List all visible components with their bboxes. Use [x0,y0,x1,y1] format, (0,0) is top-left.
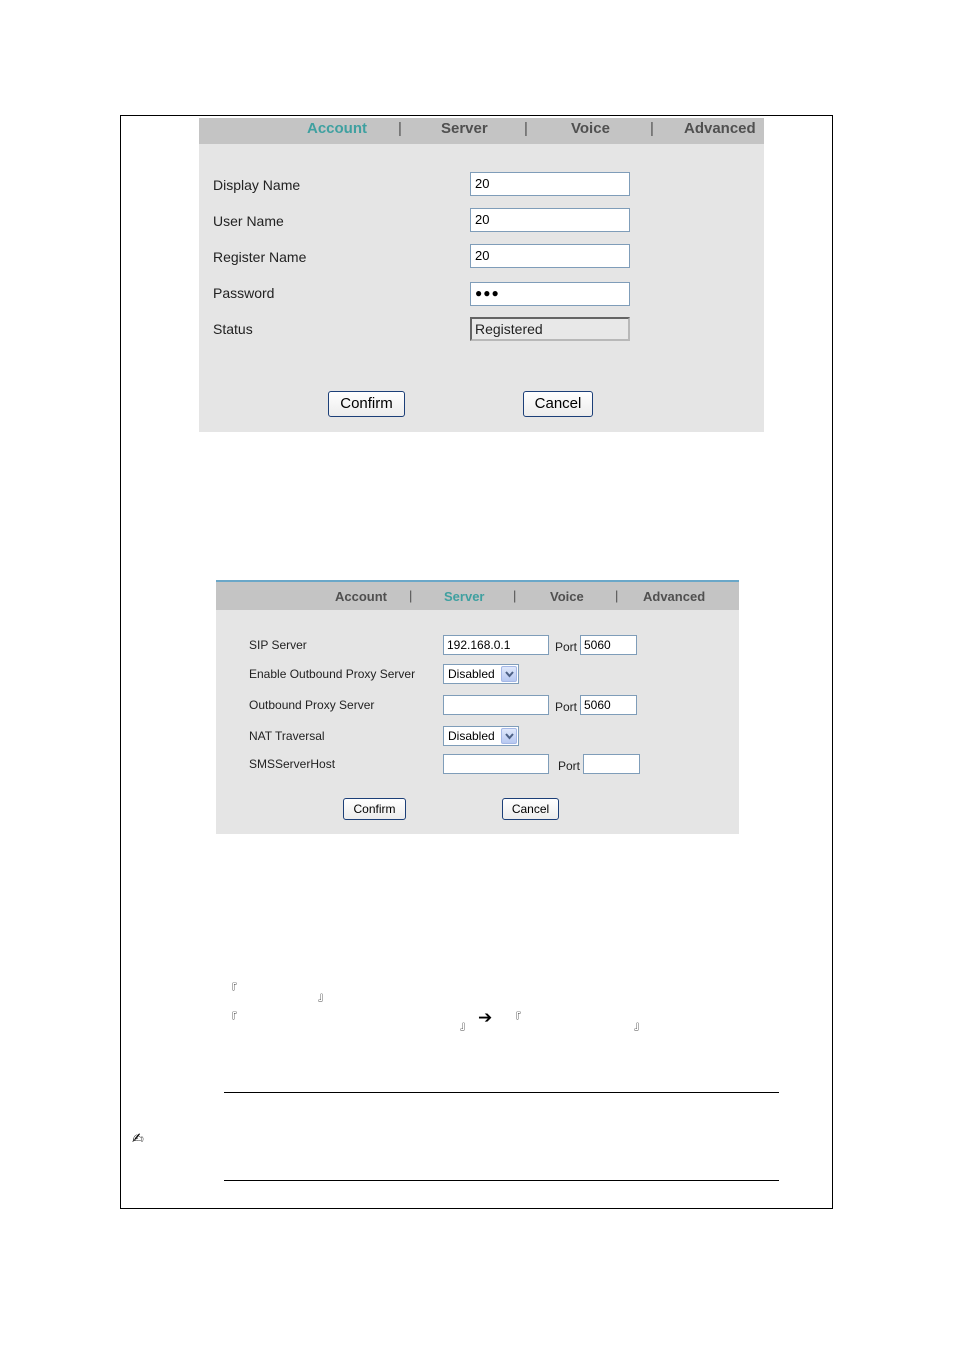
user-name-label: User Name [213,213,284,229]
display-name-label: Display Name [213,177,301,193]
tab-voice[interactable]: Voice [571,120,610,137]
select-value: Disabled [448,667,495,681]
sip-server-label: SIP Server [249,638,307,652]
status-label: Status [213,321,253,337]
tab-account[interactable]: Account [335,589,387,604]
cancel-button[interactable]: Cancel [523,391,593,417]
nat-traversal-select[interactable] [443,726,519,746]
open-quote-mark: 『 [226,1012,237,1024]
tab-server[interactable]: Server [444,589,485,604]
chevron-down-icon[interactable] [501,666,517,682]
right-arrow-icon: ➔ [478,1008,493,1027]
close-quote-mark: 』 [634,1020,645,1032]
port-label: Port [555,640,578,654]
password-label: Password [213,285,275,301]
tab-separator: | [524,120,528,137]
tab-account[interactable]: Account [307,120,367,137]
outbound-proxy-port-input[interactable]: 5060 [580,695,637,715]
sms-server-host-label: SMSServerHost [249,757,336,771]
note-pencil-icon: ✍ [132,1130,144,1146]
outbound-proxy-server-label: Outbound Proxy Server [249,698,375,712]
nat-traversal-label: NAT Traversal [249,729,325,743]
tab-advanced[interactable]: Advanced [643,589,706,604]
user-name-input[interactable]: 20 [470,208,630,232]
open-quote-mark: 『 [510,1012,521,1024]
sip-server-port-input[interactable]: 5060 [580,635,637,655]
enable-outbound-proxy-label: Enable Outbound Proxy Server [249,667,416,681]
tab-bar [199,118,764,144]
status-field: Registered [470,317,630,341]
tab-server[interactable]: Server [441,120,488,137]
note-divider-bottom [224,1180,779,1181]
port-label: Port [558,759,581,773]
port-label: Port [555,700,578,714]
enable-outbound-proxy-select[interactable] [443,664,519,684]
tab-voice[interactable]: Voice [550,589,584,604]
account-settings-panel [199,118,764,432]
register-name-input[interactable]: 20 [470,244,630,268]
tab-separator: | [409,588,413,603]
password-input[interactable]: ●●● [470,282,630,306]
sip-server-input[interactable]: 192.168.0.1 [443,635,549,655]
chevron-down-icon[interactable] [501,728,517,744]
sms-server-port-input[interactable] [583,754,640,774]
confirm-button[interactable]: Confirm [328,391,405,417]
cancel-button[interactable]: Cancel [502,798,559,820]
tab-separator: | [398,120,402,137]
close-quote-mark: 』 [460,1020,471,1032]
tab-bar [216,582,739,610]
close-quote-mark: 』 [318,991,329,1003]
open-quote-mark: 『 [226,983,237,995]
tab-separator: | [615,588,619,603]
server-settings-panel [216,580,739,834]
select-value: Disabled [448,729,495,743]
tab-separator: | [513,588,517,603]
sms-server-host-input[interactable] [443,754,549,774]
note-divider-top [224,1092,779,1093]
confirm-button[interactable]: Confirm [343,798,406,820]
outbound-proxy-server-input[interactable] [443,695,549,715]
display-name-input[interactable]: 20 [470,172,630,196]
tab-separator: | [650,120,654,137]
register-name-label: Register Name [213,249,307,265]
tab-advanced[interactable]: Advanced [684,120,756,137]
